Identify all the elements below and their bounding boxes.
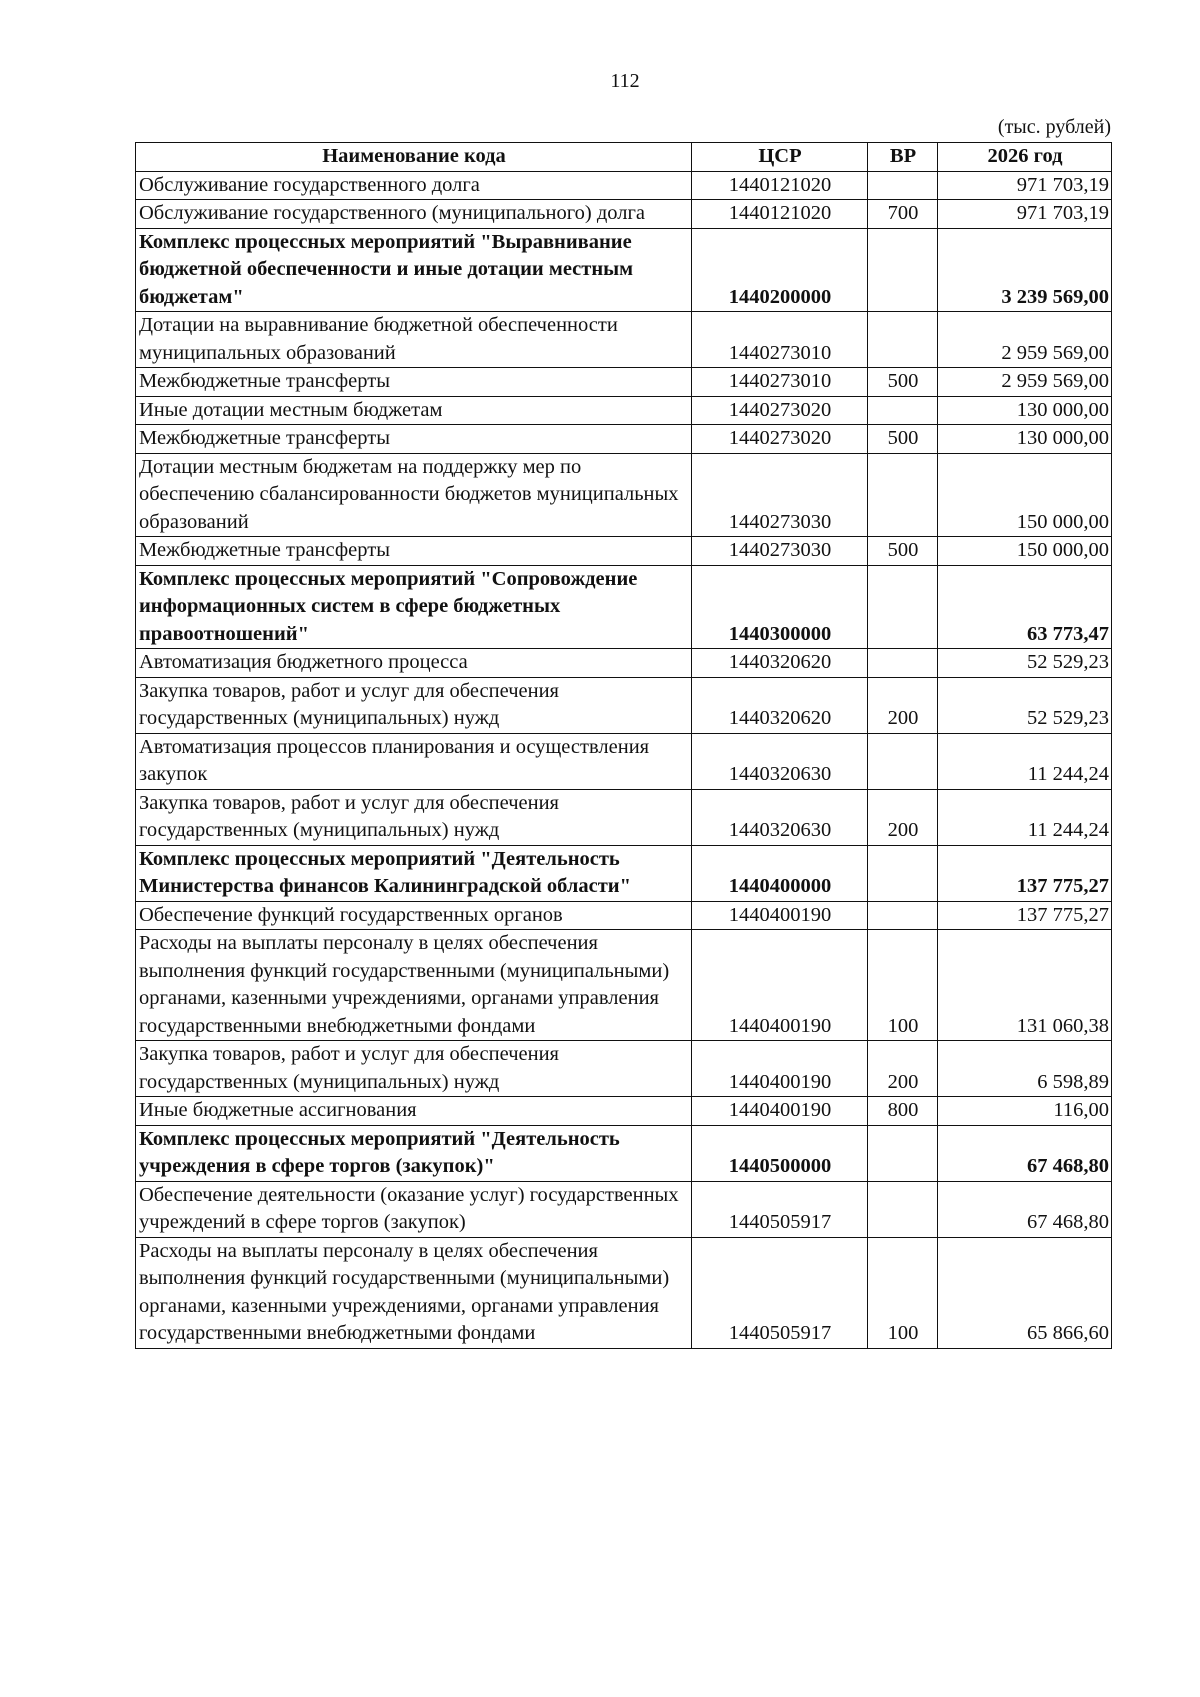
cell-vr bbox=[868, 396, 938, 425]
cell-csr: 1440320620 bbox=[692, 649, 868, 678]
cell-csr: 1440320630 bbox=[692, 733, 868, 789]
cell-vr bbox=[868, 565, 938, 649]
cell-vr bbox=[868, 312, 938, 368]
cell-name: Межбюджетные трансферты bbox=[136, 425, 692, 454]
table-row bbox=[136, 1237, 1112, 1348]
cell-amount: 65 866,60 bbox=[938, 1237, 1112, 1348]
cell-amount: 131 060,38 bbox=[938, 930, 1112, 1041]
cell-name: Межбюджетные трансферты bbox=[136, 368, 692, 397]
table-row bbox=[136, 677, 1112, 733]
header-vr: ВР bbox=[868, 143, 938, 172]
cell-name: Дотации на выравнивание бюджетной обеспеченности муниципальных образований bbox=[136, 312, 692, 368]
cell-amount: 52 529,23 bbox=[938, 649, 1112, 678]
cell-vr: 500 bbox=[868, 537, 938, 566]
cell-amount: 11 244,24 bbox=[938, 789, 1112, 845]
cell-csr: 1440273010 bbox=[692, 312, 868, 368]
cell-csr: 1440505917 bbox=[692, 1181, 868, 1237]
units-label: (тыс. рублей) bbox=[997, 116, 1111, 138]
cell-name: Обеспечение функций государственных органов bbox=[136, 901, 692, 930]
cell-amount: 67 468,80 bbox=[938, 1125, 1112, 1181]
table-row bbox=[136, 453, 1112, 537]
table-row bbox=[136, 845, 1112, 901]
cell-amount: 130 000,00 bbox=[938, 425, 1112, 454]
cell-amount: 137 775,27 bbox=[938, 901, 1112, 930]
cell-vr: 200 bbox=[868, 789, 938, 845]
table-row bbox=[136, 565, 1112, 649]
cell-vr bbox=[868, 1125, 938, 1181]
page-number: 112 bbox=[610, 70, 640, 92]
table-row bbox=[136, 930, 1112, 1041]
cell-csr: 1440273020 bbox=[692, 425, 868, 454]
cell-name: Расходы на выплаты персоналу в целях обеспечения выполнения функций государственными (муниципальными) органами, казенными учреждениями, органами управления государственными внебюджетными фондами bbox=[136, 930, 692, 1041]
cell-csr: 1440273020 bbox=[692, 396, 868, 425]
cell-vr bbox=[868, 453, 938, 537]
table-row bbox=[136, 1097, 1112, 1126]
cell-vr bbox=[868, 845, 938, 901]
cell-amount: 52 529,23 bbox=[938, 677, 1112, 733]
cell-name: Комплекс процессных мероприятий "Деятельность учреждения в сфере торгов (закупок)" bbox=[136, 1125, 692, 1181]
cell-csr: 1440500000 bbox=[692, 1125, 868, 1181]
table-row bbox=[136, 312, 1112, 368]
cell-name: Дотации местным бюджетам на поддержку мер по обеспечению сбалансированности бюджетов муниципальных образований bbox=[136, 453, 692, 537]
cell-name: Автоматизация процессов планирования и осуществления закупок bbox=[136, 733, 692, 789]
cell-amount: 150 000,00 bbox=[938, 537, 1112, 566]
cell-vr bbox=[868, 649, 938, 678]
cell-vr: 500 bbox=[868, 368, 938, 397]
cell-csr: 1440400190 bbox=[692, 1097, 868, 1126]
table-row bbox=[136, 1041, 1112, 1097]
cell-csr: 1440121020 bbox=[692, 200, 868, 229]
table-row bbox=[136, 537, 1112, 566]
cell-name: Обслуживание государственного (муниципального) долга bbox=[136, 200, 692, 229]
header-csr: ЦСР bbox=[692, 143, 868, 172]
cell-name: Комплекс процессных мероприятий "Сопровождение информационных систем в сфере бюджетных правоотношений" bbox=[136, 565, 692, 649]
cell-name: Расходы на выплаты персоналу в целях обеспечения выполнения функций государственными (муниципальными) органами, казенными учреждениями, органами управления государственными внебюджетными фондами bbox=[136, 1237, 692, 1348]
table-row bbox=[136, 1125, 1112, 1181]
cell-csr: 1440400190 bbox=[692, 901, 868, 930]
cell-name: Комплекс процессных мероприятий "Выравнивание бюджетной обеспеченности и иные дотации местным бюджетам" bbox=[136, 228, 692, 312]
cell-vr bbox=[868, 1181, 938, 1237]
cell-csr: 1440300000 bbox=[692, 565, 868, 649]
cell-csr: 1440400190 bbox=[692, 1041, 868, 1097]
cell-csr: 1440121020 bbox=[692, 171, 868, 200]
table-row bbox=[136, 789, 1112, 845]
cell-amount: 2 959 569,00 bbox=[938, 312, 1112, 368]
cell-csr: 1440320620 bbox=[692, 677, 868, 733]
table-row bbox=[136, 649, 1112, 678]
cell-amount: 150 000,00 bbox=[938, 453, 1112, 537]
cell-amount: 130 000,00 bbox=[938, 396, 1112, 425]
cell-name: Закупка товаров, работ и услуг для обеспечения государственных (муниципальных) нужд bbox=[136, 677, 692, 733]
cell-vr bbox=[868, 901, 938, 930]
cell-vr: 700 bbox=[868, 200, 938, 229]
header-row bbox=[136, 143, 1112, 172]
cell-name: Обслуживание государственного долга bbox=[136, 171, 692, 200]
budget-table bbox=[135, 142, 1112, 1349]
table-row bbox=[136, 396, 1112, 425]
cell-amount: 3 239 569,00 bbox=[938, 228, 1112, 312]
cell-vr: 800 bbox=[868, 1097, 938, 1126]
table-row bbox=[136, 200, 1112, 229]
cell-vr: 100 bbox=[868, 930, 938, 1041]
table-body bbox=[136, 171, 1112, 1348]
cell-vr bbox=[868, 228, 938, 312]
cell-amount: 137 775,27 bbox=[938, 845, 1112, 901]
cell-csr: 1440320630 bbox=[692, 789, 868, 845]
cell-amount: 2 959 569,00 bbox=[938, 368, 1112, 397]
header-name: Наименование кода bbox=[136, 143, 692, 172]
cell-vr: 100 bbox=[868, 1237, 938, 1348]
cell-name: Иные бюджетные ассигнования bbox=[136, 1097, 692, 1126]
table-row bbox=[136, 171, 1112, 200]
table-row bbox=[136, 1181, 1112, 1237]
cell-csr: 1440273030 bbox=[692, 453, 868, 537]
cell-csr: 1440273010 bbox=[692, 368, 868, 397]
cell-vr: 500 bbox=[868, 425, 938, 454]
cell-amount: 971 703,19 bbox=[938, 200, 1112, 229]
cell-vr bbox=[868, 733, 938, 789]
cell-amount: 971 703,19 bbox=[938, 171, 1112, 200]
cell-name: Закупка товаров, работ и услуг для обеспечения государственных (муниципальных) нужд bbox=[136, 1041, 692, 1097]
cell-csr: 1440400190 bbox=[692, 930, 868, 1041]
header-amount: 2026 год bbox=[938, 143, 1112, 172]
cell-name: Автоматизация бюджетного процесса bbox=[136, 649, 692, 678]
cell-vr: 200 bbox=[868, 677, 938, 733]
cell-csr: 1440273030 bbox=[692, 537, 868, 566]
cell-amount: 11 244,24 bbox=[938, 733, 1112, 789]
table-row bbox=[136, 368, 1112, 397]
table-row bbox=[136, 901, 1112, 930]
cell-vr bbox=[868, 171, 938, 200]
cell-amount: 63 773,47 bbox=[938, 565, 1112, 649]
cell-name: Межбюджетные трансферты bbox=[136, 537, 692, 566]
cell-vr: 200 bbox=[868, 1041, 938, 1097]
cell-csr: 1440400000 bbox=[692, 845, 868, 901]
table-row bbox=[136, 425, 1112, 454]
cell-amount: 116,00 bbox=[938, 1097, 1112, 1126]
cell-csr: 1440505917 bbox=[692, 1237, 868, 1348]
cell-name: Закупка товаров, работ и услуг для обеспечения государственных (муниципальных) нужд bbox=[136, 789, 692, 845]
cell-name: Комплекс процессных мероприятий "Деятельность Министерства финансов Калининградской области" bbox=[136, 845, 692, 901]
cell-name: Обеспечение деятельности (оказание услуг) государственных учреждений в сфере торгов (закупок) bbox=[136, 1181, 692, 1237]
cell-amount: 67 468,80 bbox=[938, 1181, 1112, 1237]
cell-name: Иные дотации местным бюджетам bbox=[136, 396, 692, 425]
cell-amount: 6 598,89 bbox=[938, 1041, 1112, 1097]
cell-csr: 1440200000 bbox=[692, 228, 868, 312]
table-row bbox=[136, 228, 1112, 312]
table-row bbox=[136, 733, 1112, 789]
